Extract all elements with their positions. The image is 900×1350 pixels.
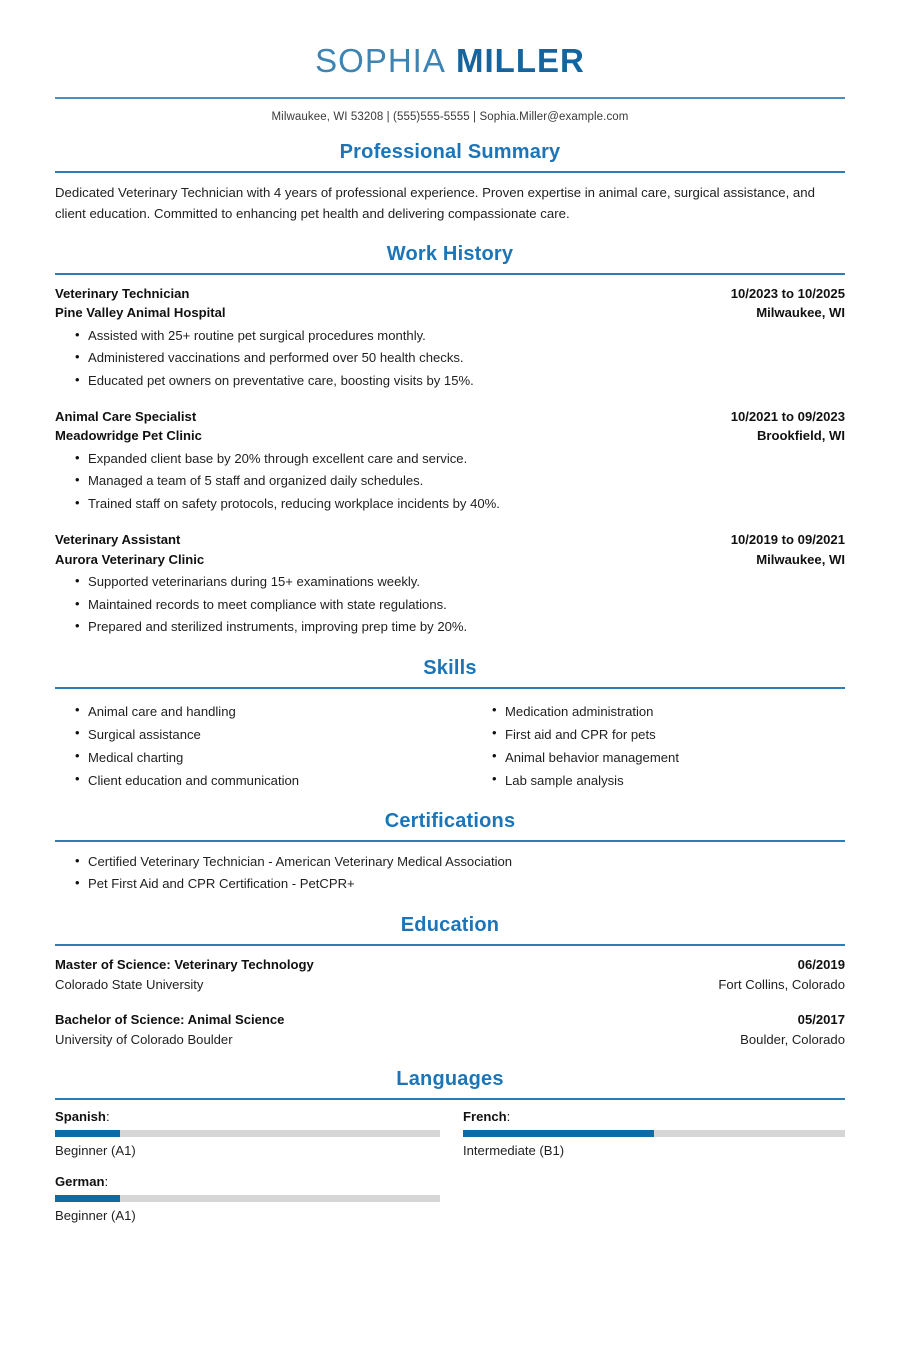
section-work-history bbox=[55, 243, 845, 639]
skill-item: • Client education and communication bbox=[55, 769, 450, 792]
job-title: Veterinary Technician bbox=[55, 285, 190, 301]
section-divider-certifications bbox=[55, 840, 845, 842]
language-proficiency-track bbox=[55, 1130, 440, 1137]
section-skills bbox=[55, 657, 845, 792]
education-school: Colorado State University bbox=[55, 977, 204, 993]
certification-item: • Pet First Aid and CPR Certification - PetCPR+ bbox=[55, 873, 845, 896]
education-location: Boulder, Colorado bbox=[740, 1032, 845, 1048]
section-divider-languages bbox=[55, 1098, 845, 1100]
language-proficiency-track bbox=[55, 1195, 440, 1202]
job-bullet: • Supported veterinarians during 15+ examinations weekly. bbox=[55, 571, 845, 594]
language-colon: : bbox=[506, 1109, 511, 1125]
skill-item: • Lab sample analysis bbox=[472, 769, 845, 792]
section-title-work-history: Work History bbox=[386, 242, 514, 265]
job-company-row bbox=[55, 426, 845, 445]
language-name: German bbox=[55, 1174, 105, 1190]
job-bullet: • Administered vaccinations and performed over 50 health checks. bbox=[55, 347, 845, 370]
education-degree: Master of Science: Veterinary Technology bbox=[55, 956, 314, 972]
language-level: Intermediate (B1) bbox=[463, 1143, 565, 1159]
job-bullet: • Prepared and sterilized instruments, improving prep time by 20%. bbox=[55, 616, 845, 639]
education-location: Fort Collins, Colorado bbox=[718, 977, 845, 993]
job-bullet: • Expanded client base by 20% through excellent care and service. bbox=[55, 448, 845, 471]
section-professional-summary bbox=[55, 141, 845, 225]
section-certifications bbox=[55, 810, 845, 896]
language-proficiency-fill bbox=[55, 1195, 120, 1202]
education-entry bbox=[55, 955, 845, 996]
education-school-row bbox=[55, 1030, 845, 1050]
section-title-certifications: Certifications bbox=[384, 809, 516, 832]
section-title-summary: Professional Summary bbox=[339, 141, 561, 163]
language-proficiency-track bbox=[463, 1130, 845, 1137]
language-level: Beginner (A1) bbox=[55, 1143, 136, 1159]
section-title-languages: Languages bbox=[396, 1068, 504, 1091]
job-location: Milwaukee, WI bbox=[756, 551, 845, 567]
language-item bbox=[55, 1109, 450, 1158]
skill-item: • Animal behavior management bbox=[472, 746, 845, 769]
skills-list-right bbox=[472, 700, 845, 792]
language-name: French bbox=[463, 1109, 507, 1125]
section-languages bbox=[55, 1068, 845, 1239]
education-entry bbox=[55, 1010, 845, 1051]
job-dates: 10/2021 to 09/2023 bbox=[730, 409, 845, 425]
job-title-row bbox=[55, 407, 845, 426]
job-company: Meadowridge Pet Clinic bbox=[55, 428, 202, 444]
section-divider-education bbox=[55, 944, 845, 946]
education-degree-row bbox=[55, 1010, 845, 1030]
job-title-row bbox=[55, 530, 845, 549]
job-dates: 10/2023 to 10/2025 bbox=[730, 285, 845, 301]
section-title-education: Education bbox=[400, 913, 500, 936]
job-bullet: • Educated pet owners on preventative care, boosting visits by 15%. bbox=[55, 370, 845, 393]
education-date: 05/2017 bbox=[797, 1011, 845, 1027]
language-name-row bbox=[463, 1109, 845, 1124]
contact-line: Milwaukee, WI 53208 | (555)555-5555 | Sophia.Miller@example.com bbox=[271, 111, 629, 123]
job-bullet-list bbox=[55, 325, 845, 393]
skills-column-left bbox=[55, 698, 450, 792]
language-colon: : bbox=[104, 1174, 109, 1190]
skill-item: • Animal care and handling bbox=[55, 700, 450, 723]
skill-item: • Surgical assistance bbox=[55, 723, 450, 746]
job-dates: 10/2019 to 09/2021 bbox=[730, 532, 845, 548]
skills-columns bbox=[55, 698, 845, 792]
section-divider-summary bbox=[55, 171, 845, 173]
job-location: Milwaukee, WI bbox=[756, 305, 845, 321]
section-title-skills: Skills bbox=[423, 656, 477, 679]
job-title: Veterinary Assistant bbox=[55, 532, 181, 548]
job-bullet: • Maintained records to meet compliance with state regulations. bbox=[55, 594, 845, 617]
skill-item: • Medication administration bbox=[472, 700, 845, 723]
job-entry bbox=[55, 284, 845, 392]
job-company-row bbox=[55, 550, 845, 569]
job-company-row bbox=[55, 303, 845, 322]
job-company: Aurora Veterinary Clinic bbox=[55, 551, 205, 567]
certifications-list bbox=[55, 851, 845, 896]
skill-item: • First aid and CPR for pets bbox=[472, 723, 845, 746]
job-bullet-list bbox=[55, 448, 845, 516]
language-name-row bbox=[55, 1109, 450, 1124]
job-entry bbox=[55, 407, 845, 515]
language-proficiency-fill bbox=[463, 1130, 654, 1137]
job-bullet: • Assisted with 25+ routine pet surgical procedures monthly. bbox=[55, 325, 845, 348]
job-title: Animal Care Specialist bbox=[55, 409, 197, 425]
skills-column-right bbox=[450, 698, 845, 792]
languages-grid bbox=[55, 1109, 845, 1239]
education-school-row bbox=[55, 975, 845, 995]
education-school: University of Colorado Boulder bbox=[55, 1032, 233, 1048]
job-company: Pine Valley Animal Hospital bbox=[55, 305, 226, 321]
certification-item: • Certified Veterinary Technician - American Veterinary Medical Association bbox=[55, 851, 845, 874]
education-degree-row bbox=[55, 955, 845, 975]
job-bullet-list bbox=[55, 571, 845, 639]
language-proficiency-fill bbox=[55, 1130, 120, 1137]
section-divider-work-history bbox=[55, 273, 845, 275]
candidate-name-header bbox=[55, 0, 845, 80]
job-entry bbox=[55, 530, 845, 638]
skill-item: • Medical charting bbox=[55, 746, 450, 769]
language-name-row bbox=[55, 1174, 450, 1189]
job-location: Brookfield, WI bbox=[756, 428, 845, 444]
first-name: SOPHIA bbox=[315, 42, 446, 79]
summary-text: Dedicated Veterinary Technician with 4 years of professional experience. Proven expertise in animal care, surgical assistance, and client education. Committed to enhancing pet health and delivering compassionate care. bbox=[55, 185, 815, 222]
language-level: Beginner (A1) bbox=[55, 1208, 136, 1224]
education-degree: Bachelor of Science: Animal Science bbox=[55, 1011, 285, 1027]
job-bullet: • Managed a team of 5 staff and organized daily schedules. bbox=[55, 470, 845, 493]
language-item bbox=[450, 1109, 845, 1158]
language-colon: : bbox=[105, 1109, 110, 1125]
language-item bbox=[55, 1174, 450, 1223]
skills-list-left bbox=[55, 700, 450, 792]
language-name: Spanish bbox=[55, 1109, 106, 1125]
last-name: MILLER bbox=[456, 42, 585, 79]
section-education bbox=[55, 914, 845, 1051]
job-bullet: • Trained staff on safety protocols, reducing workplace incidents by 40%. bbox=[55, 493, 845, 516]
section-divider-skills bbox=[55, 687, 845, 689]
job-title-row bbox=[55, 284, 845, 303]
education-date: 06/2019 bbox=[797, 956, 845, 972]
